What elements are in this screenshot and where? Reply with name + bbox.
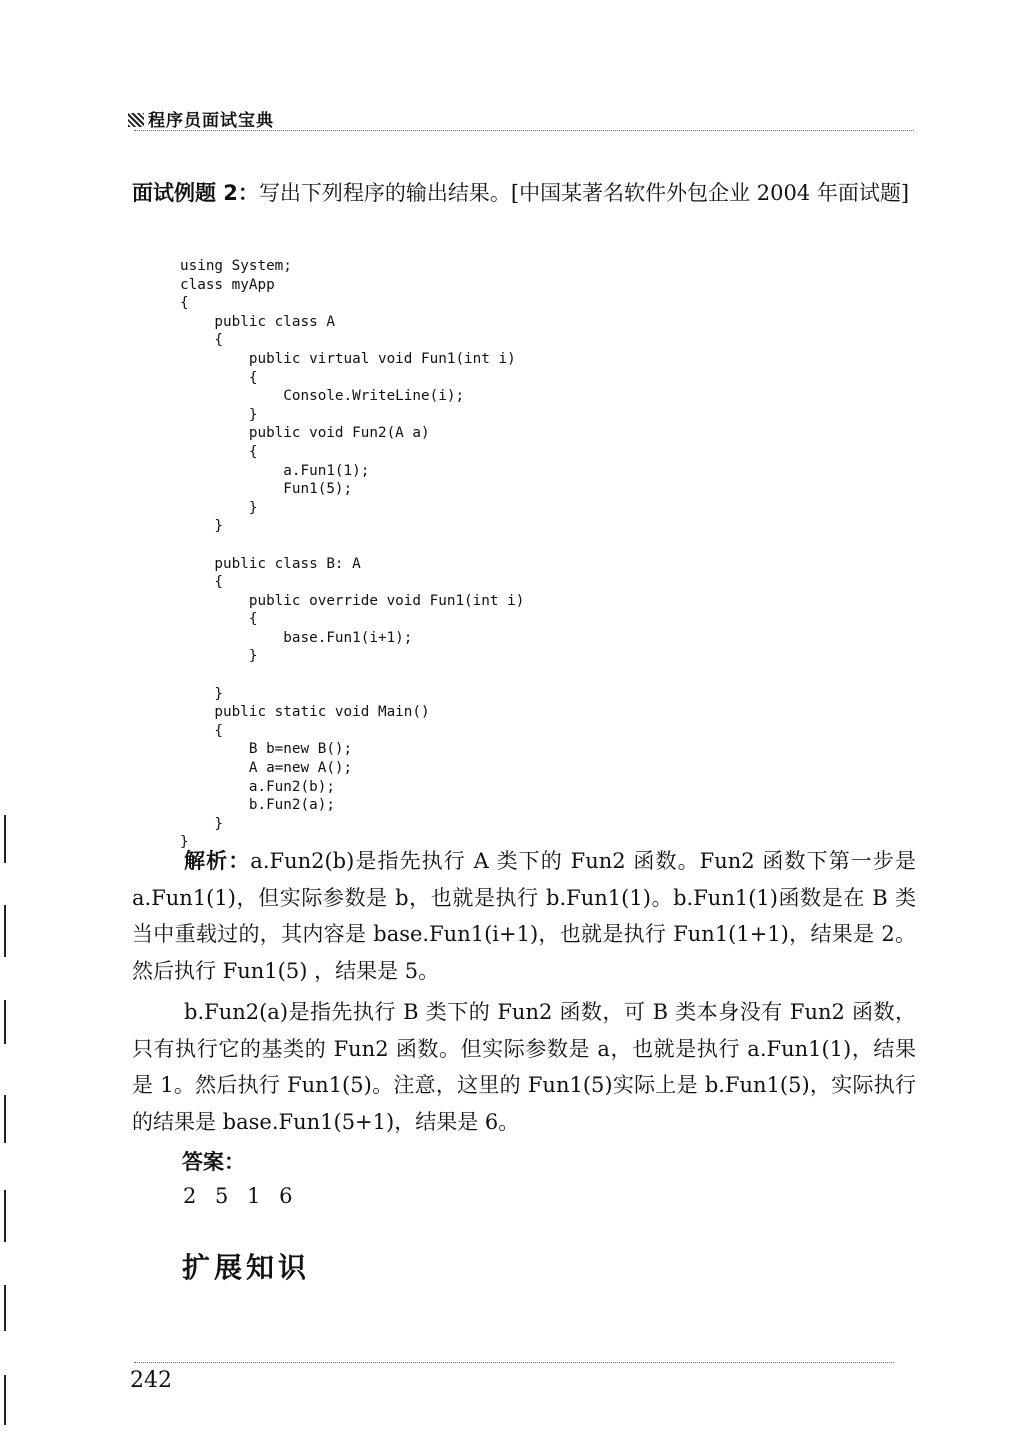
scan-margin-mark xyxy=(4,1000,6,1044)
header-divider xyxy=(134,130,914,131)
analysis-text-2: b.Fun2(a)是指先执行 B 类下的 Fun2 函数，可 B 类本身没有 Fun2 函数，只有执行它的基类的 Fun2 函数。但实际参数是 a，也就是执行 a.Fun1(1)，结果是 1。然后执行 Fun1(5)。注意，这里的 Fun1(5)实际上是 b.Fun1(5)，实际执行的结果是 base.Fun1(5+1)，结果是 6。 xyxy=(132,1000,916,1134)
question-paragraph xyxy=(132,168,916,218)
page-header xyxy=(128,106,274,131)
code-block: using System; class myApp { public class A { public virtual void Fun1(int i) { Console.WriteLine(i); } public void Fun2(A a) { a.Fun1(1); Fun1(5); } } public class B: A { public override void Fun1(int i) { base.Fun1(i+1); } } public static void Main() { B b=new B(); A a=new A(); a.Fun2(b); b.Fun2(a); } } xyxy=(180,258,525,851)
scan-margin-mark xyxy=(4,905,6,957)
scan-margin-mark xyxy=(4,1375,6,1425)
scan-margin-mark xyxy=(4,1190,6,1242)
section-title: 扩展知识 xyxy=(182,1251,311,1284)
scan-margin-mark xyxy=(4,1285,6,1331)
question-label: 面试例题 2： xyxy=(132,181,259,205)
scan-margin-mark xyxy=(4,815,6,863)
analysis-label: 解析： xyxy=(184,849,251,873)
analysis-text-1: a.Fun2(b)是指先执行 A 类下的 Fun2 函数。Fun2 函数下第一步是 a.Fun1(1)，但实际参数是 b，也就是执行 b.Fun1(1)。b.Fun1(1)函数是在 B 类当中重载过的，其内容是 base.Fun1(i+1)，也就是执行 Fun1(1+1)，结果是 2。然后执行 Fun1(5) ，结果是 5。 xyxy=(132,849,917,983)
question-text: 写出下列程序的输出结果。[中国某著名软件外包企业 2004 年面试题] xyxy=(258,181,910,205)
book-logo-icon xyxy=(128,113,144,127)
footer-divider xyxy=(134,1362,894,1363)
answer-value: 2 5 1 6 xyxy=(183,1184,299,1208)
analysis-paragraph-2 xyxy=(132,994,916,1140)
scan-margin-mark xyxy=(4,1095,6,1143)
page-number: 242 xyxy=(130,1368,172,1393)
answer-label: 答案： xyxy=(182,1150,245,1174)
analysis-paragraph-1 xyxy=(132,843,916,989)
header-title: 程序员面试宝典 xyxy=(148,111,274,131)
